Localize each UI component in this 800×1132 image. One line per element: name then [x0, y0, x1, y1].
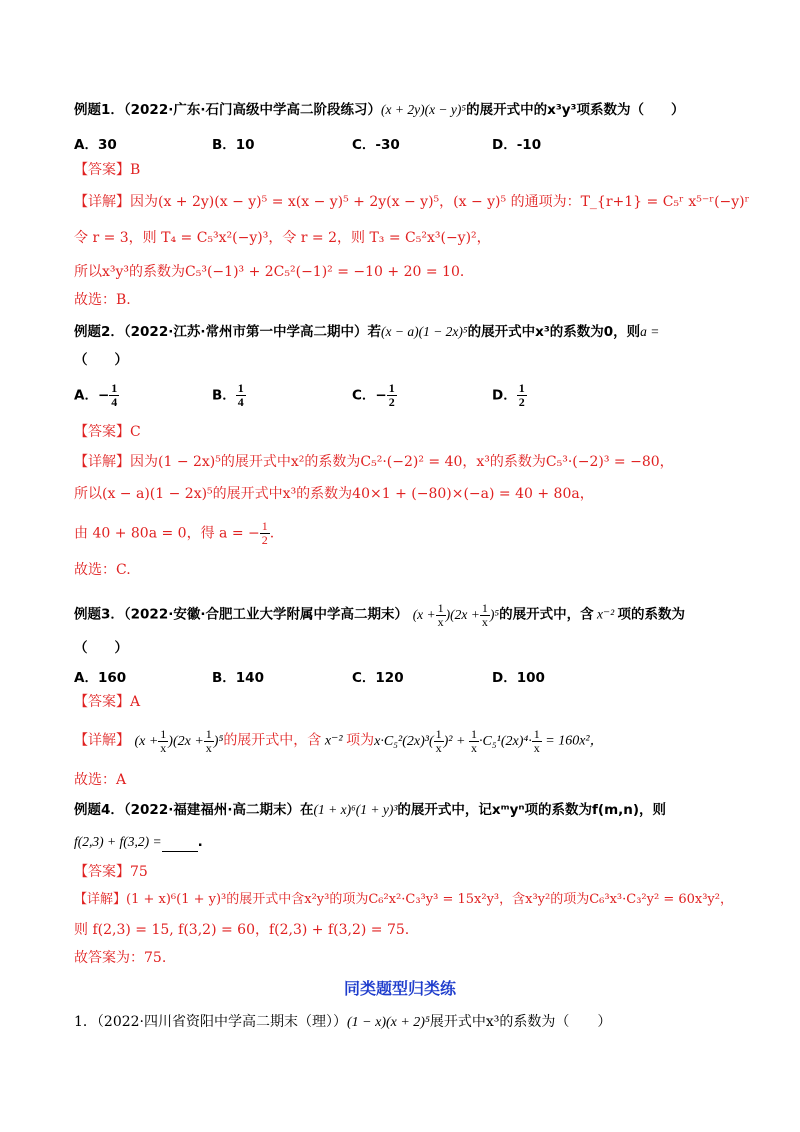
practice-1-stem: 1．（2022·四川省资阳中学高二期末（理））(1 − x)(x + 2)⁵展开式中x³的系数为（ ） [74, 1014, 612, 1030]
example-1-detail-3: 所以x³y³的系数为C₅³(−1)³ + 2C₅²(−1)² = −10 + 20 = 10． [74, 264, 474, 280]
fraction: $\frac{1}{4}$ [111, 381, 118, 409]
answer-blank [162, 837, 198, 852]
example-3-answer: 【答案】A [74, 694, 141, 710]
example-3-option-c: C．120 [352, 670, 404, 686]
example-3-detail-1: 【详解】 (x + $\frac{1}{x}$ )(2x + $\frac{1}{x}$ )⁵的展开式中，含 x⁻² 项为x·C₅²(2x)³( $\frac{1}{x}$ )² + $\frac{1}{x}$ ·C₅¹(2x)⁴· $\frac{1}{x}$ = 160x²， [74, 727, 604, 755]
example-1-detail-4: 故选：B. [74, 292, 131, 308]
example-2-detail-1: 【详解】因为(1 − 2x)⁵的展开式中x²的系数为C₅²·(−2)² = 40，x³的系数为C₅³·(−2)³ = −80， [74, 454, 674, 470]
example-1-option-a: A．30 [74, 137, 117, 153]
example-2-detail-3: 由 40 + 80a = 0，得 a = − $\frac{1}{2}$ . [74, 519, 275, 547]
example-4-stem: 例题4．（2022·福建福州·高二期末）在(1 + x)⁶(1 + y)³的展开式中，记xᵐyⁿ项的系数为f(m,n)，则 [74, 802, 667, 818]
example-2-option-d: D． $\frac{1}{2}$ [492, 381, 525, 409]
example-1-answer: 【答案】B [74, 162, 141, 178]
example-4-answer: 【答案】75 [74, 864, 148, 880]
example-1-detail-1: 【详解】因为(x + 2y)(x − y)⁵ = x(x − y)⁵ + 2y(x − y)⁵，(x − y)⁵ 的通项为：T_{r+1} = C₅ʳ x⁵⁻ʳ(−y)ʳ [74, 194, 750, 210]
example-1-option-d: D．-10 [492, 137, 542, 153]
example-2-option-b: B． $\frac{1}{4}$ [212, 381, 244, 409]
fraction: $\frac{1}{2}$ [388, 381, 395, 409]
example-2-stem: 例题2．（2022·江苏·常州市第一中学高二期中）若(x − a)(1 − 2x)⁵的展开式中x³的系数为0，则a = [74, 324, 660, 340]
example-4-detail-2: 则 f(2,3) = 15, f(3,2) = 60，f(2,3) + f(3,2) = 75. [74, 922, 410, 938]
example-1-detail-2: 令 r = 3，则 T₄ = C₅³x²(−y)³，令 r = 2，则 T₃ = C₅²x³(−y)²， [74, 230, 491, 246]
fraction: $\frac{1}{2}$ [518, 381, 525, 409]
fraction: $\frac{1}{4}$ [237, 381, 244, 409]
example-3-option-b: B．140 [212, 670, 264, 686]
example-4-detail-3: 故答案为：75. [74, 950, 167, 966]
example-3-detail-2: 故选：A [74, 772, 127, 788]
example-2-paren: （ ） [74, 352, 128, 368]
example-2-detail-4: 故选：C. [74, 562, 131, 578]
example-2-option-c: C．− $\frac{1}{2}$ [352, 381, 395, 409]
example-1-expression: (x + 2y)(x − y)⁵ [380, 102, 467, 117]
example-4-detail-1: 【详解】(1 + x)⁶(1 + y)³的展开式中含x²y³的项为C₆²x²·C₃³y³ = 15x²y³，含x³y²的项为C₆³x³·C₃²y² = 60x³y²， [74, 892, 733, 907]
example-4-line-2: f(2,3) + f(3,2) = . [74, 834, 203, 850]
example-3-expression: (x + $\frac{1}{x}$ )(2x + $\frac{1}{x}$ )⁵ [412, 601, 500, 629]
section-title: 同类题型归类练 [343, 979, 456, 998]
example-1-option-c: C．-30 [352, 137, 400, 153]
example-3-option-d: D．100 [492, 670, 545, 686]
example-2-answer: 【答案】C [74, 424, 141, 440]
example-2-detail-2: 所以(x − a)(1 − 2x)⁵的展开式中x³的系数为40×1 + (−80)×(−a) = 40 + 80a， [74, 486, 594, 502]
example-2-expression: (x − a)(1 − 2x)⁵ [380, 324, 468, 339]
example-1-stem: 例题1．（2022·广东·石门高级中学高二阶段练习）(x + 2y)(x − y)⁵的展开式中的x³y³项系数为（ ） [74, 102, 685, 118]
example-3-paren: （ ） [74, 640, 128, 656]
practice-1-expression: (1 − x)(x + 2)⁵ [347, 1015, 430, 1030]
fraction: $\frac{1}{2}$ [261, 519, 268, 547]
example-4-expression: (1 + x)⁶(1 + y)³ [313, 802, 398, 817]
example-3-stem: 例题3．（2022·安徽·合肥工业大学附属中学高二期末） (x + $\frac{1}{x}$ )(2x + $\frac{1}{x}$ )⁵的展开式中，含 x⁻² 项的系数为 [74, 601, 686, 629]
example-3-option-a: A．160 [74, 670, 127, 686]
example-1-option-b: B．10 [212, 137, 255, 153]
example-2-option-a: A．− $\frac{1}{4}$ [74, 381, 118, 409]
